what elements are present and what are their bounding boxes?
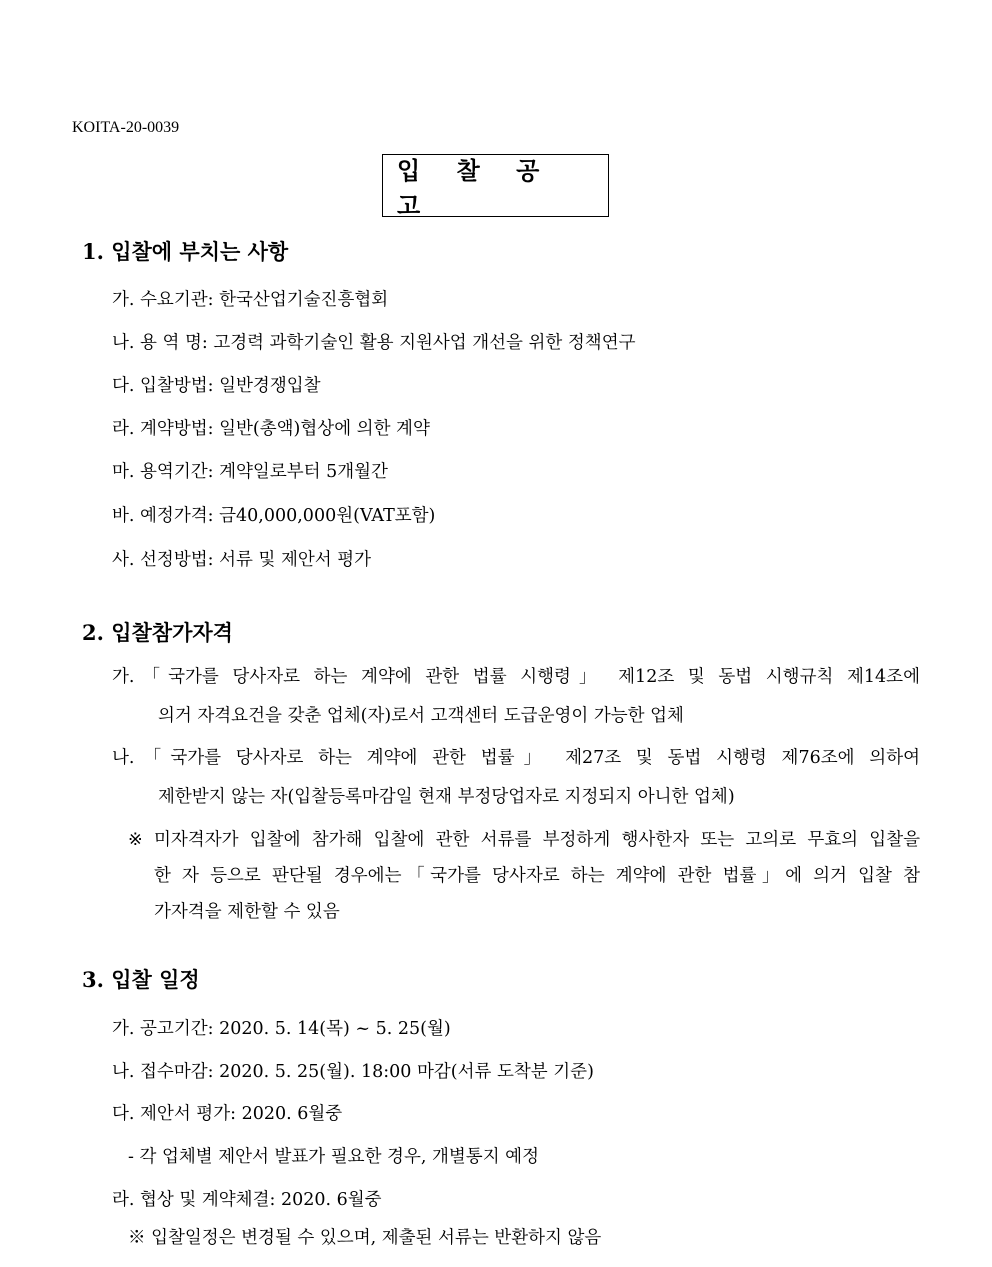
section-1-item-bid-method: 다. 입찰방법: 일반경쟁입찰 xyxy=(112,376,321,396)
section-2-item-a xyxy=(112,658,920,736)
section-1-item-service-period: 마. 용역기간: 계약일로부터 5개월간 xyxy=(112,462,388,482)
section-2-note-line-3: 가자격을 제한할 수 있음 xyxy=(154,902,340,922)
section-1-item-estimated-price: 바. 예정가격: 금40,000,000원(VAT포함) xyxy=(112,506,436,526)
section-3-item-negotiation: 라. 협상 및 계약체결: 2020. 6월중 xyxy=(112,1190,382,1210)
section-3-item-proposal-evaluation: 다. 제안서 평가: 2020. 6월중 xyxy=(112,1104,343,1124)
section-1-item-contract-method: 라. 계약방법: 일반(총액)협상에 의한 계약 xyxy=(112,419,430,439)
section-2-item-b-line-2: 제한받지 않는 자(입찰등록마감일 현재 부정당업자로 지정되지 아니한 업체) xyxy=(158,787,735,807)
document-id: KOITA-20-0039 xyxy=(72,119,180,136)
section-1-item-service-name: 나. 용 역 명: 고경력 과학기술인 활용 지원사업 개선을 위한 정책연구 xyxy=(112,333,636,353)
section-1-item-demand-agency: 가. 수요기관: 한국산업기술진흥협회 xyxy=(112,290,389,310)
section-1-heading: 1. 입찰에 부치는 사항 xyxy=(82,239,289,264)
section-2-item-a-line-2: 의거 자격요건을 갖춘 업체(자)로서 고객센터 도급운영이 가능한 업체 xyxy=(158,706,684,726)
section-3-item-proposal-evaluation-sub: - 각 업체별 제안서 발표가 필요한 경우, 개별통지 예정 xyxy=(128,1147,539,1167)
section-3-item-notice-period: 가. 공고기간: 2020. 5. 14(목) ~ 5. 25(월) xyxy=(112,1019,451,1039)
section-2-item-b xyxy=(112,739,920,817)
section-2-note-line-2: 한 자 등으로 판단될 경우에는「국가를 당사자로 하는 계약에 관한 법률」에 의거 입찰 참 xyxy=(154,866,920,886)
section-2-item-b-line-1: 나.「국가를 당사자로 하는 계약에 관한 법률」 제27조 및 동법 시행령 제76조에 의하여 xyxy=(112,748,920,768)
reference-mark-icon: ※ xyxy=(128,830,143,850)
section-1-item-selection-method: 사. 선정방법: 서류 및 제안서 평가 xyxy=(112,550,372,570)
section-2-item-a-line-1: 가.「국가를 당사자로 하는 계약에 관한 법률 시행령」 제12조 및 동법 시행규칙 제14조에 xyxy=(112,667,920,687)
section-2-note xyxy=(128,822,920,930)
section-2-note-line-1: 미자격자가 입찰에 참가해 입찰에 관한 서류를 부정하게 행사한자 또는 고의로 무효의 입찰을 xyxy=(154,830,920,850)
section-3-note: ※ 입찰일정은 변경될 수 있으며, 제출된 서류는 반환하지 않음 xyxy=(128,1228,602,1248)
section-2-heading: 2. 입찰참가자격 xyxy=(82,620,233,645)
section-3-heading: 3. 입찰 일정 xyxy=(82,967,200,992)
document-title: 입 찰 공 고 xyxy=(382,154,609,217)
section-3-item-submission-deadline: 나. 접수마감: 2020. 5. 25(월). 18:00 마감(서류 도착분 기준) xyxy=(112,1062,594,1082)
